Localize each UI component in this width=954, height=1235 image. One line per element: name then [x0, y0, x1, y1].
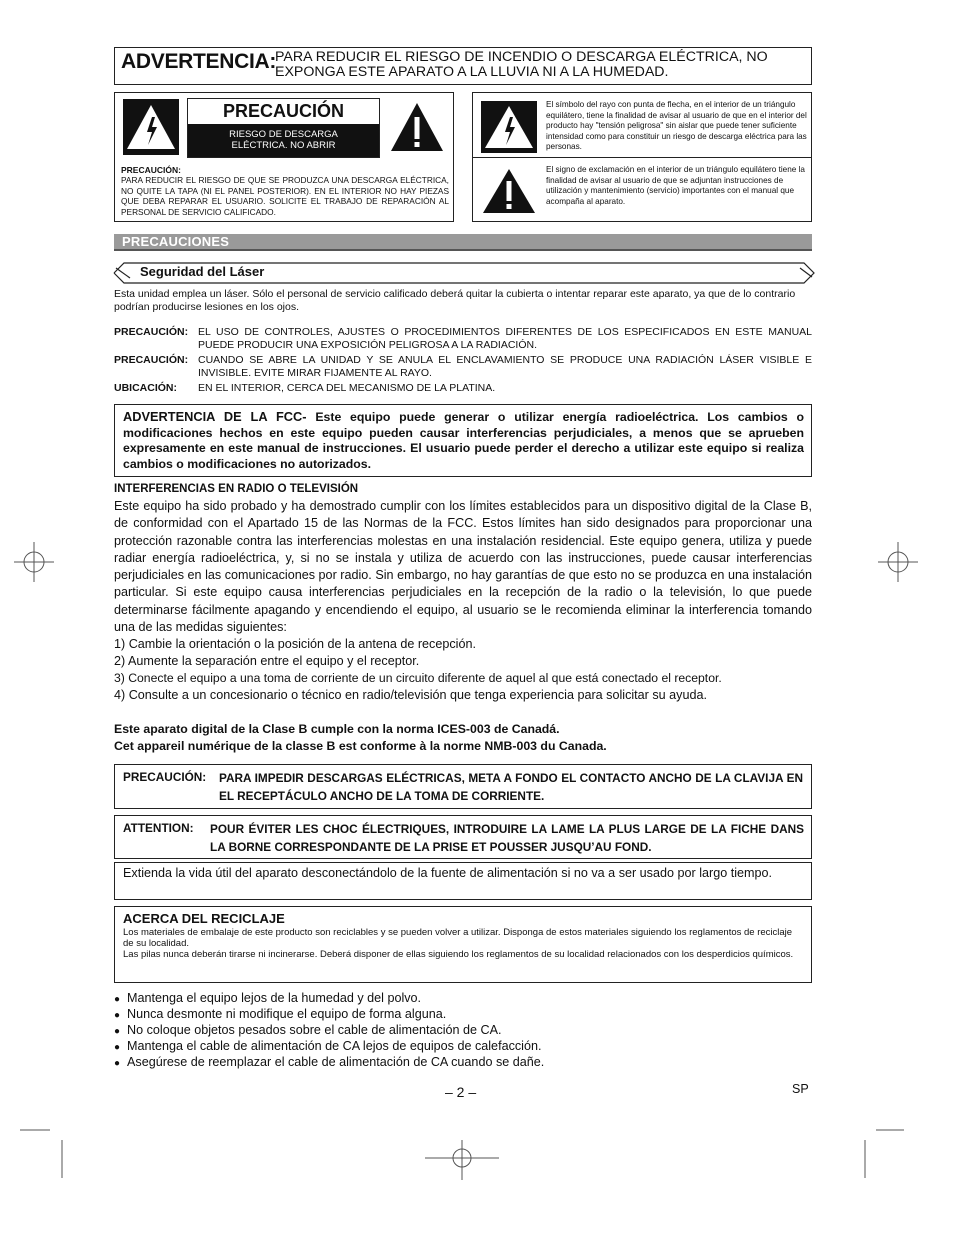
- caution-label-warning: RIESGO DE DESCARGA ELÉCTRICA. NO ABRIR: [188, 124, 379, 157]
- laser-caution-1-value: EL USO DE CONTROLES, AJUSTES O PROCEDIMIENTOS DIFERENTES DE LOS ESPECIFICADOS EN ESTE MANUAL PUEDE PRODUCIR UNA EXPOSICIÓN PELIGROSA A LA RADIACIÓN.: [198, 326, 812, 351]
- recycling-box: [114, 906, 812, 983]
- precaucion-text: PARA REDUCIR EL RIESGO DE QUE SE PRODUZCA UNA DESCARGA ELÉCTRICA, NO QUITE LA TAPA (NI EL PANEL POSTERIOR). EN EL INTERIOR NO HAY PIEZAS QUE DEBA REPARAR EL USUARIO. SOLICITE EL TRABAJO DE REPARACIÓN AL PERSONAL DE SERVICIO CALIFICADO.: [121, 175, 449, 217]
- list-item: ● Asegúrese de reemplazar el cable de alimentación de CA cuando se dañe.: [114, 1055, 545, 1069]
- canada-compliance-es: Este aparato digital de la Clase B cumple con la norma ICES-003 de Canadá.: [114, 722, 560, 736]
- laser-caution-2-key: PRECAUCIÓN:: [114, 354, 189, 366]
- list-item: ● No coloque objetos pesados sobre el cable de alimentación de CA.: [114, 1023, 502, 1037]
- interference-item-4: 4) Consulte a un concesionario o técnico en radio/televisión que tenga experiencia para solicitar su ayuda.: [114, 688, 707, 702]
- interference-item-3: 3) Conecte el equipo a una toma de corriente de un circuito diferente de aquel al que está conectado el receptor.: [114, 671, 722, 685]
- language-code: SP: [792, 1082, 809, 1096]
- laser-caution-1-key: PRECAUCIÓN:: [114, 326, 189, 338]
- advertencia-text: PARA REDUCIR EL RIESGO DE INCENDIO O DESCARGA ELÉCTRICA, NO EXPONGA ESTE APARATO A LA LLUVIA NI A LA HUMEDAD.: [275, 49, 768, 80]
- registration-mark-left: [14, 542, 54, 582]
- laser-intro: Esta unidad emplea un láser. Sólo el personal de servicio calificado deberá quitar la cubierta o intentar reparar este aparato, ya que de lo contrario podrían producirse lesiones en los ojos.: [114, 288, 796, 313]
- laser-banner: [112, 262, 816, 284]
- advertencia-box: [114, 47, 812, 85]
- interference-heading: INTERFERENCIAS EN RADIO O TELEVISIÓN: [114, 483, 359, 495]
- caution-label: [187, 98, 380, 158]
- laser-location-key: UBICACIÓN:: [114, 382, 177, 394]
- exclamation-symbol-text: El signo de exclamación en el interior de un triángulo equilátero tiene la finalidad de avisar al usuario de que se adjuntan instrucciones de utilización y mantenimiento (servicio) importantes con el manual que acompaña al aparato.: [546, 165, 805, 206]
- list-item: ● Mantenga el equipo lejos de la humedad y del polvo.: [114, 991, 422, 1005]
- section-header: [114, 234, 812, 251]
- laser-caution-2-value: CUANDO SE ABRE LA UNIDAD Y SE ANULA EL ENCLAVAMIENTO SE PRODUCE UNA RADIACIÓN LÁSER VISIBLE E INVISIBLE. EVITE MIRAR FIJAMENTE AL RAYO.: [198, 354, 812, 379]
- bullet-text: No coloque objetos pesados sobre el cable de alimentación de CA.: [127, 1023, 502, 1037]
- exclamation-triangle-icon: [481, 167, 537, 215]
- laser-location-value: EN EL INTERIOR, CERCA DEL MECANISMO DE LA PLATINA.: [198, 382, 496, 394]
- canada-compliance-fr: Cet appareil numérique de la classe B est conforme à la norme NMB-003 du Canada.: [114, 739, 607, 753]
- fcc-warning-box: [114, 404, 812, 477]
- fcc-text: Este equipo puede generar o utilizar energía radioeléctrica. Los cambios o modificaciones hechos en este equipo pueden causar interferencias perjudiciales, a menos que se aprueben expresamente en este manual de instrucciones. El usuario puede perder el derecho a utilizar este equipo si realiza cambios o modificaciones no autorizados.: [123, 410, 804, 471]
- recycling-heading: ACERCA DEL RECICLAJE: [123, 911, 285, 926]
- plug-caution-es-box: [114, 764, 812, 809]
- list-item: ● Nunca desmonte ni modifique el equipo de forma alguna.: [114, 1007, 447, 1021]
- plug-caution-es-key: PRECAUCIÓN:: [123, 770, 207, 784]
- page-number: – 2 –: [445, 1084, 477, 1100]
- plug-caution-fr-key: ATTENTION:: [123, 821, 194, 835]
- precaucion-subtitle: PRECAUCIÓN:: [121, 165, 181, 175]
- registration-mark-right: [878, 542, 918, 582]
- interference-text: Este equipo ha sido probado y ha demostrado cumplir con los límites establecidos para un dispositivo digital de la Clase B, de conformidad con el Apartado 15 de las Normas de la FCC. Estos límites han sido designados para proporcionar una protección razonable contra las interferencias molestas en una instalación residencial. Este equipo genera, utiliza y puede radiar energía radioeléctrica, y, si no se instala y utiliza de acuerdo con las instrucciones, puede causar interferencias perjudiciales en las comunicaciones por radio. Sin embargo, no hay garantías de que esto no se produzca en una instalación particular. Si este equipo causa interferencias perjudiciales en la recepción de la radio o la televisión, lo que puede determinarse fácilmente apagando y encendiendo el equipo, al usuario se le recomienda eliminar la interferencia tomando una de las medidas siguientes:: [114, 499, 812, 635]
- recycling-text-packaging: Los materiales de embalaje de este producto son reciclables y se pueden volver a utilizar. Disponga de estos materiales siguiendo los reglamentos de reciclaje de su localidad.: [123, 927, 793, 950]
- laser-title: Seguridad del Láser: [140, 264, 265, 279]
- symbols-divider: [473, 157, 811, 158]
- plug-caution-es-value: PARA IMPEDIR DESCARGAS ELÉCTRICAS, META A FONDO EL CONTACTO ANCHO DE LA CLAVIJA EN EL RECEPTÁCULO ANCHO DE LA TOMA DE CORRIENTE.: [219, 771, 803, 803]
- plug-caution-fr-box: [114, 815, 812, 859]
- extend-life-text: Extienda la vida útil del aparato desconectándolo de la fuente de alimentación si no va a ser usado por largo tiempo.: [123, 866, 772, 880]
- bullet-text: Nunca desmonte ni modifique el equipo de forma alguna.: [127, 1007, 447, 1021]
- exclamation-warning-icon: [389, 99, 445, 155]
- list-item: ● Mantenga el cable de alimentación de CA lejos de equipos de calefacción.: [114, 1039, 542, 1053]
- fcc-heading: ADVERTENCIA DE LA FCC-: [123, 409, 307, 424]
- lightning-triangle-icon: [481, 101, 537, 153]
- extend-life-box: [114, 862, 812, 900]
- precaucion-box: [114, 92, 454, 222]
- interference-item-1: 1) Cambie la orientación o la posición de la antena de recepción.: [114, 637, 476, 651]
- section-title: PRECAUCIONES: [122, 234, 230, 249]
- bullet-text: Mantenga el cable de alimentación de CA lejos de equipos de calefacción.: [127, 1039, 542, 1053]
- caution-label-title: PRECAUCIÓN: [222, 101, 344, 121]
- recycling-text: [123, 927, 801, 961]
- crop-marks: [0, 1120, 954, 1180]
- interference-item-2: 2) Aumente la separación entre el equipo y el receptor.: [114, 654, 420, 668]
- lightning-symbol-text: El símbolo del rayo con punta de flecha, en el interior de un triángulo equilátero, tiene la finalidad de avisar al usuario de que en el interior del producto hay "tensión peligrosa" sin aislar que puede tener suficiente intensidad como para constituir un riesgo de descarga eléctrica para las personas.: [546, 100, 807, 151]
- lightning-warning-icon: [123, 99, 179, 155]
- bullet-text: Mantenga el equipo lejos de la humedad y del polvo.: [127, 991, 422, 1005]
- fcc-warning: [123, 409, 804, 472]
- symbols-box: [472, 92, 812, 222]
- plug-caution-fr-value: POUR ÉVITER LES CHOC ÉLECTRIQUES, INTRODUIRE LA LAME LA PLUS LARGE DE LA FICHE DANS LA BORNE CORRESPONDANTE DE LA PRISE ET POUSSER JUSQU’AU FOND.: [210, 822, 804, 854]
- recycling-text-batteries: Las pilas nunca deberán tirarse ni incinerarse. Deberá disponer de ellas siguiendo los reglamentos de su localidad relacionados con los desperdicios químicos.: [123, 949, 794, 961]
- bullet-text: Asegúrese de reemplazar el cable de alimentación de CA cuando se dañe.: [127, 1055, 545, 1069]
- advertencia-title: ADVERTENCIA:: [121, 50, 277, 73]
